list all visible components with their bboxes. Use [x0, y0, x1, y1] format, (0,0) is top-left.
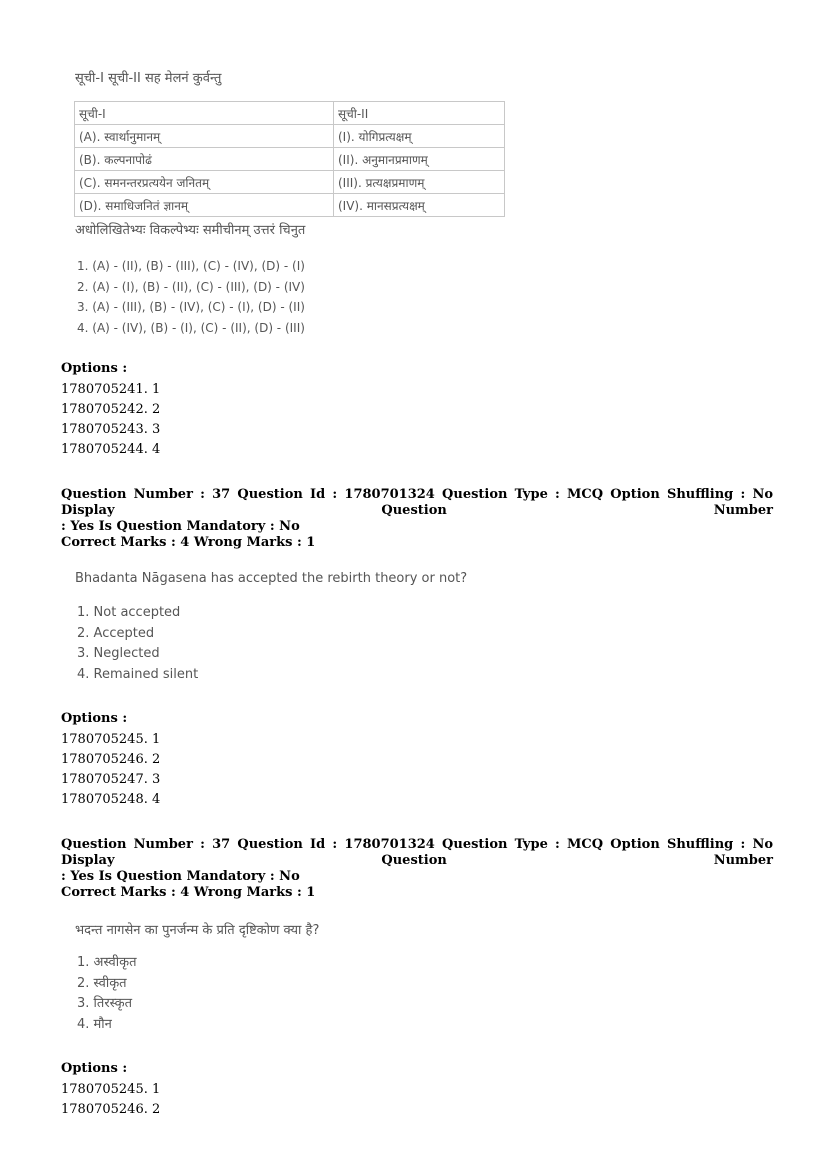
- table-header-cell: सूची-I: [75, 102, 334, 125]
- table-row: [75, 171, 505, 194]
- match-table: [74, 101, 505, 217]
- option-id: 1780705241. 1: [61, 382, 161, 397]
- choice-item: 4. मौन: [77, 1016, 112, 1032]
- choice-item: 2. Accepted: [77, 625, 155, 641]
- marks-line: Correct Marks : 4 Wrong Marks : 1: [61, 535, 316, 550]
- choice-item: 2. (A) - (I), (B) - (II), (C) - (III), (D) - (IV): [77, 279, 305, 294]
- choice-item: 1. (A) - (II), (B) - (III), (C) - (IV), (D) - (I): [77, 259, 305, 273]
- meta-line: Question Number : 37 Question Id : 1780701324 Question Type : MCQ Option Shuffling : No Display Question Number: [61, 837, 773, 868]
- table-row: [75, 148, 505, 171]
- options-label: Options :: [61, 1061, 128, 1076]
- marks-line: Correct Marks : 4 Wrong Marks : 1: [61, 885, 316, 900]
- meta-line: : Yes Is Question Mandatory : No: [61, 869, 300, 884]
- q3-option-ids: [61, 1080, 160, 1120]
- choice-item: 3. (A) - (III), (B) - (IV), (C) - (I), (D) - (II): [77, 300, 305, 314]
- q2-meta: [61, 487, 773, 551]
- option-id: 1780705247. 3: [61, 772, 161, 787]
- q2-option-ids: [61, 730, 160, 810]
- choice-item: 3. तिरस्कृत: [77, 996, 133, 1011]
- choice-item: 3. Neglected: [77, 646, 160, 661]
- table-cell: (II). अनुमानप्रमाणम्: [334, 148, 505, 171]
- choice-item: 1. अस्वीकृत: [77, 955, 137, 970]
- q2-choices: [77, 603, 198, 685]
- table-row: [75, 125, 505, 148]
- choice-item: 1. Not accepted: [77, 605, 181, 620]
- q1-option-ids: [61, 380, 160, 460]
- table-row: [75, 194, 505, 217]
- option-id: 1780705246. 2: [61, 1102, 161, 1117]
- table-cell: (I). योगिप्रत्यक्षम्: [334, 125, 505, 148]
- option-id: 1780705248. 4: [61, 792, 161, 807]
- option-id: 1780705244. 4: [61, 442, 161, 457]
- q3-meta: [61, 837, 773, 901]
- q2-question: Bhadanta Nāgasena has accepted the rebirth theory or not?: [75, 571, 468, 586]
- table-cell: (C). समनन्तरप्रत्ययेन जनितम्: [75, 171, 334, 194]
- option-id: 1780705245. 1: [61, 732, 161, 747]
- table-cell: (D). समाधिजनितं ज्ञानम्: [75, 194, 334, 217]
- option-id: 1780705245. 1: [61, 1082, 161, 1097]
- option-id: 1780705246. 2: [61, 752, 161, 767]
- options-label: Options :: [61, 711, 128, 726]
- q3-choices: [77, 953, 137, 1035]
- q1-heading: सूची-I सूची-II सह मेलनं कुर्वन्तु: [75, 71, 222, 86]
- option-id: 1780705242. 2: [61, 402, 161, 417]
- options-label: Options :: [61, 361, 128, 376]
- choice-item: 2. स्वीकृत: [77, 975, 127, 991]
- choice-item: 4. (A) - (IV), (B) - (I), (C) - (II), (D) - (III): [77, 320, 305, 335]
- table-header-row: [75, 102, 505, 125]
- q1-choices: [77, 256, 305, 338]
- table-cell: (III). प्रत्यक्षप्रमाणम्: [334, 171, 505, 194]
- meta-line: : Yes Is Question Mandatory : No: [61, 519, 300, 534]
- q1-instruction: अधोलिखितेभ्यः विकल्पेभ्यः समीचीनम् उत्तरं चिनुत: [75, 223, 306, 238]
- q3-question: भदन्त नागसेन का पुनर्जन्म के प्रति दृष्टिकोण क्या है?: [75, 923, 320, 938]
- choice-item: 4. Remained silent: [77, 666, 199, 682]
- meta-line: Question Number : 37 Question Id : 1780701324 Question Type : MCQ Option Shuffling : No Display Question Number: [61, 487, 773, 518]
- option-id: 1780705243. 3: [61, 422, 161, 437]
- table-cell: (IV). मानसप्रत्यक्षम्: [334, 194, 505, 217]
- table-header-cell: सूची-II: [334, 102, 505, 125]
- table-cell: (A). स्वार्थानुमानम्: [75, 125, 334, 148]
- table-cell: (B). कल्पनापोढं: [75, 148, 334, 171]
